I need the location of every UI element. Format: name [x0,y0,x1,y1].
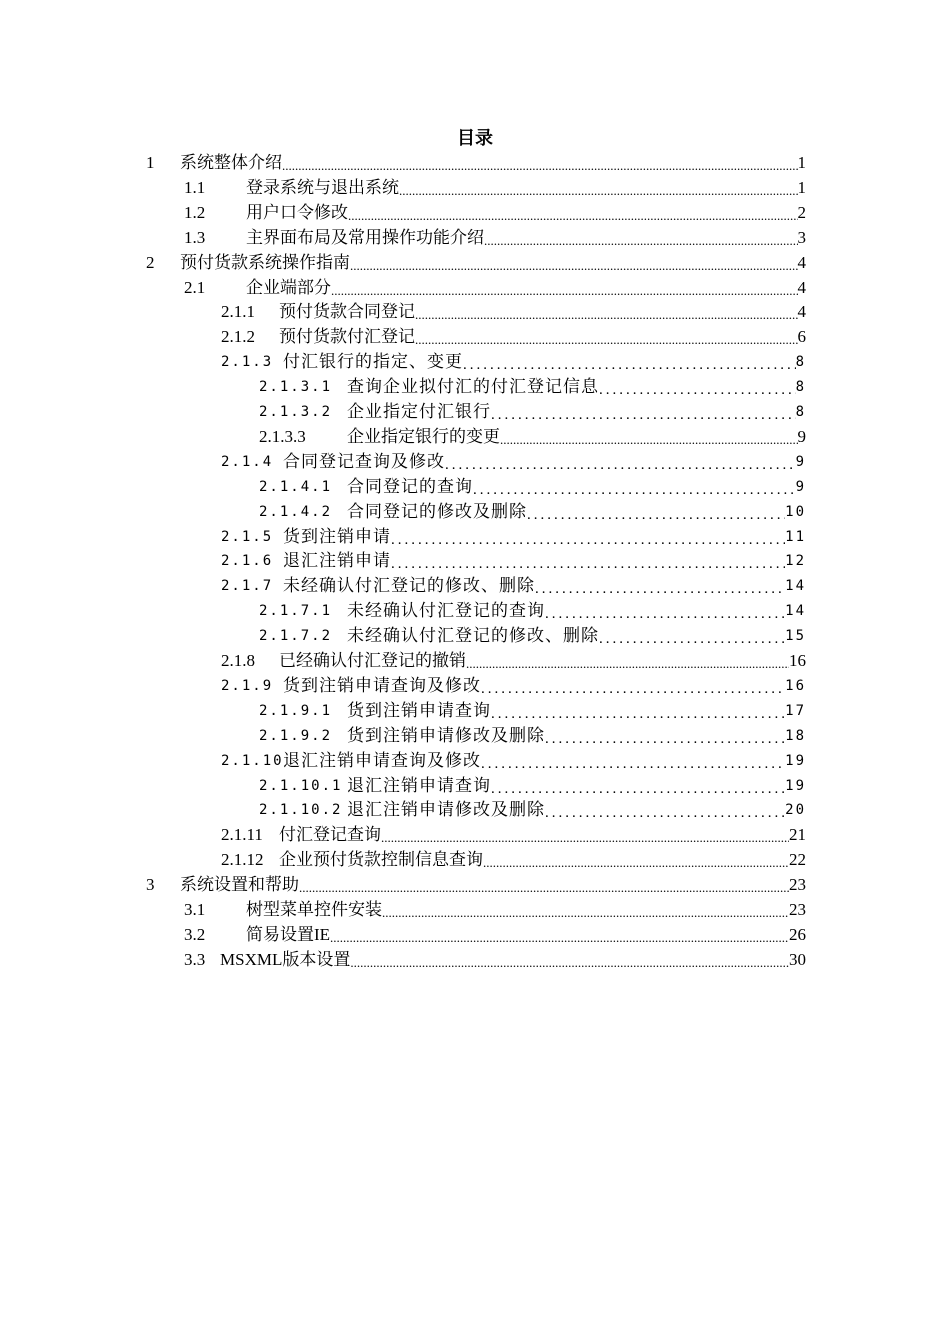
toc-entry-label: 合同登记的查询 [347,476,473,496]
toc-entry[interactable] [259,374,806,398]
toc-entry[interactable] [184,175,806,199]
toc-entry-label: 合同登记的修改及删除 [347,501,527,521]
toc-entry[interactable] [221,449,806,473]
toc-entry[interactable] [146,872,806,896]
toc-entry-label: 退汇注销申请查询及修改 [283,750,481,770]
toc-entry[interactable] [259,598,806,622]
toc-entry-number: 2.1.3.1 [259,379,333,396]
dot-leader [535,581,785,597]
toc-entry-page: 14 [785,603,806,620]
toc-entry-number: 2.1.9.1 [259,702,333,719]
toc-entry-label: MSXML版本设置 [220,949,351,969]
toc-entry[interactable] [184,225,806,249]
toc-entry[interactable] [184,275,806,299]
dot-leader [491,706,785,722]
toc-entry-number: 2.1.4 [221,453,274,470]
toc-entry-label: 已经确认付汇登记的撤销 [279,651,466,670]
toc-entry-label: 企业指定银行的变更 [347,426,500,446]
toc-entry-page: 16 [789,651,806,670]
toc-entry[interactable] [146,250,806,274]
dot-leader [348,208,798,224]
toc-entry[interactable] [259,698,806,722]
toc-entry-label: 登录系统与退出系统 [246,177,399,197]
toc-entry[interactable] [221,548,806,572]
toc-entry-label: 未经确认付汇登记的修改、删除 [347,626,599,646]
toc-entry-label: 货到注销申请 [283,526,391,546]
toc-entry-number: 1.1 [184,177,206,197]
dot-leader [350,955,789,971]
toc-entry-page: 9 [795,453,806,470]
toc-entry-label: 货到注销申请查询 [347,700,491,720]
toc-entry-number: 2.1.7.2 [259,628,333,645]
toc-entry-number: 2.1.10.1 [259,777,343,794]
toc-entry[interactable] [221,324,806,348]
dot-leader [282,158,798,174]
toc-entry-number: 2.1.2 [221,327,255,347]
toc-entry-page: 11 [785,528,806,545]
toc-entry-page: 3 [797,227,806,247]
toc-entry-label: 树型菜单控件安装 [246,900,382,919]
toc-entry[interactable] [184,897,806,921]
toc-entry-label: 货到注销申请查询及修改 [283,675,481,695]
dot-leader [399,183,798,199]
toc-entry-page: 18 [785,727,806,744]
dot-leader [331,283,798,299]
toc-entry-label: 查询企业拟付汇的付汇登记信息 [347,377,599,397]
toc-entry-label: 主界面布局及常用操作功能介绍 [246,227,484,247]
toc-entry-label: 付汇银行的指定、变更 [283,352,463,372]
toc-entry-number: 2.1.8 [221,651,255,670]
dot-leader [483,855,789,871]
toc-entry-label: 预付货款系统操作指南 [180,252,350,272]
toc-entry-page: 23 [789,875,806,895]
toc-entry-page: 9 [795,478,806,495]
toc-entry[interactable] [221,648,806,672]
toc-entry-label: 货到注销申请修改及删除 [347,725,545,745]
toc-entry-number: 3.2 [184,924,206,944]
dot-leader [545,606,785,622]
toc-entry-number: 2.1.5 [221,528,274,545]
toc-entry-page: 19 [785,777,806,794]
toc-entry-label: 退汇注销申请 [283,551,391,571]
toc-entry-number: 2.1.4.1 [259,478,333,495]
toc-entry-label: 预付货款合同登记 [279,302,415,322]
toc-title: 目录 [457,128,493,148]
toc-entry-page: 8 [795,404,806,420]
toc-entry-label: 企业预付货款控制信息查询 [279,850,483,870]
toc-entry-page: 12 [785,553,806,570]
toc-entry-label: 退汇注销申请查询 [347,775,491,795]
toc-entry[interactable] [184,947,806,971]
toc-entry-label: 简易设置IE [246,924,331,944]
dot-leader [445,457,796,473]
toc-entry-page: 4 [797,277,806,297]
toc-entry[interactable] [221,349,806,373]
toc-entry-page: 1 [797,153,806,172]
toc-entry-page: 1 [797,177,806,197]
toc-entry[interactable] [259,797,806,821]
toc-entry-number: 1.3 [184,227,206,247]
dot-leader [415,307,798,323]
toc-entry-number: 2.1.11 [221,825,263,845]
dot-leader [527,507,785,523]
toc-entry[interactable] [184,200,806,224]
toc-entry-page: 30 [789,949,806,969]
toc-entry-page: 15 [785,628,806,645]
dot-leader [299,880,789,896]
toc-entry-number: 2 [146,252,155,272]
toc-entry[interactable] [259,399,806,423]
dot-leader [381,830,789,846]
dot-leader [500,432,798,448]
toc-entry-number: 2.1 [184,277,206,297]
toc-entry-label: 退汇注销申请修改及删除 [347,800,545,820]
toc-entry-page: 23 [789,900,806,919]
toc-entry-label: 合同登记查询及修改 [283,451,445,471]
toc-entry-page: 16 [785,677,806,694]
dot-leader [491,781,785,797]
toc-entry-number: 2.1.7.1 [259,603,333,620]
toc-entry[interactable] [221,748,806,772]
toc-entry-label: 用户口令修改 [246,202,348,222]
toc-entry-page: 8 [795,379,806,396]
toc-entry-number: 2.1.12 [221,850,264,870]
dot-leader [491,407,796,423]
toc-entry-page: 17 [785,702,806,719]
toc-entry-page: 10 [785,503,806,520]
toc-entry[interactable] [259,773,806,797]
toc-entry[interactable] [259,723,806,747]
toc-entry-label: 企业端部分 [246,277,331,297]
dot-leader [473,482,796,498]
toc-entry-page: 6 [797,327,806,347]
toc-entry-number: 2.1.3.2 [259,404,333,420]
toc-entry-label: 预付货款付汇登记 [279,327,415,347]
toc-entry-number: 2.1.9.2 [259,727,333,744]
toc-entry-label: 未经确认付汇登记的修改、删除 [283,576,535,596]
toc-entry-page: 20 [785,802,806,819]
toc-entry-number: 1 [146,153,155,172]
dot-leader [382,905,789,921]
toc-entry-number: 3 [146,875,155,895]
toc-entry[interactable] [221,299,806,323]
toc-entry[interactable] [221,673,806,697]
toc-entry-page: 8 [795,354,806,371]
toc-entry[interactable] [221,573,806,597]
toc-entry-page: 2 [797,202,806,222]
toc-entry-number: 2.1.3.3 [259,426,306,446]
toc-entry[interactable] [259,424,806,448]
toc-entry-page: 14 [785,578,806,595]
toc-entry[interactable] [259,499,806,523]
toc-entry-number: 2.1.4.2 [259,503,333,520]
toc-entry-page: 21 [789,825,806,845]
dot-leader [484,233,798,249]
toc-entry-label: 系统整体介绍 [180,153,282,172]
toc-entry-number: 2.1.9 [221,677,274,694]
toc-entry-number: 1.2 [184,202,206,222]
toc-entry[interactable] [221,524,806,548]
toc-entry-page: 9 [797,426,806,446]
toc-entry-number: 2.1.6 [221,553,274,570]
toc-entry[interactable] [221,822,806,846]
dot-leader [599,631,785,647]
dot-leader [330,930,789,946]
toc-entry-label: 系统设置和帮助 [180,875,299,895]
toc-entry-page: 26 [789,924,806,944]
toc-entry[interactable] [259,623,806,647]
toc-entry[interactable] [146,150,806,174]
dot-leader [599,382,796,398]
dot-leader [481,681,785,697]
toc-entry-page: 4 [797,302,806,322]
toc-entry-number: 3.1 [184,900,206,919]
toc-entry-number: 2.1.3 [221,354,274,371]
toc-entry-label: 未经确认付汇登记的查询 [347,601,545,621]
dot-leader [391,532,785,548]
dot-leader [481,756,785,772]
toc-entry-label: 付汇登记查询 [279,825,381,845]
dot-leader [463,357,796,373]
toc-entry[interactable] [259,474,806,498]
toc-entry[interactable] [184,922,806,946]
dot-leader [466,656,789,672]
toc-entry-number: 2.1.1 [221,302,255,322]
toc-entry-page: 19 [785,752,806,769]
toc-entry-page: 4 [797,252,806,272]
dot-leader [415,332,798,348]
toc-entry-number: 2.1.10.2 [259,802,343,819]
toc-entry-label: 企业指定付汇银行 [347,402,491,421]
toc-entry-number: 2.1.7 [221,578,274,595]
dot-leader [391,556,785,572]
toc-entry[interactable] [221,847,806,871]
toc-entry-number: 2.1.10 [221,752,284,769]
toc-entry-page: 22 [789,850,806,870]
dot-leader [350,258,798,274]
dot-leader [545,731,785,747]
dot-leader [545,805,785,821]
toc-entry-number: 3.3 [184,949,206,969]
